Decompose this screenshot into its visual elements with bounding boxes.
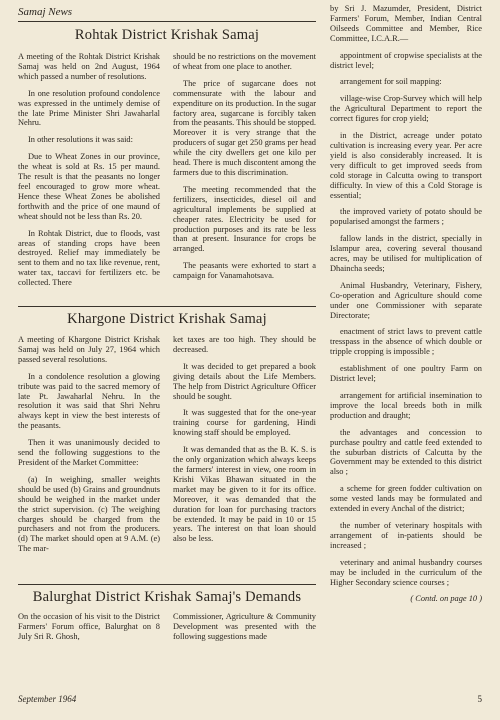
paragraph: Commissioner, Agriculture & Community Development was presented with the following suggestions made xyxy=(173,612,316,641)
paragraph: arrangement for artificial insemination to improve the local breeds both in milk production and draught; xyxy=(330,391,482,420)
balurghat-title: Balurghat District Krishak Samaj's Demands xyxy=(32,589,302,605)
paragraph: Animal Husbandry, Veterinary, Fishery, Co-operation and Agriculture should come under one Commissioner with separate Directorate; xyxy=(330,280,482,320)
khargone-col1 xyxy=(18,335,160,561)
rohtak-col2 xyxy=(173,52,316,288)
paragraph: enactment of strict laws to prevent cattle tresspass in the absence of which double or tripple cropping is impossible ; xyxy=(330,327,482,357)
issue-date: September 1964 xyxy=(18,694,77,704)
paragraph: In Rohtak District, due to floods, vast areas of standing crops have been destroyed. Relief may immediately be sent to them and no tax like revenue, rent, water tax, taccavi for fertilizers etc. be collected. There xyxy=(18,228,160,288)
paragraph: fallow lands in the district, specially in Islampur area, covering several thousand acres, may be utilised for multiplication of Dhaincha seeds; xyxy=(330,234,482,273)
balurghat-col1 xyxy=(18,612,160,649)
paragraph: arrangement for soil mapping: xyxy=(340,77,442,87)
balurghat-col2 xyxy=(173,612,316,649)
paragraph: the advantages and concession to purchase poultry and cattle feed extended to the suburban districts of Calcutta by the Government may be extended to this district also ; xyxy=(330,427,482,477)
paragraph: The price of sugarcane does not commensurate with the labour and expenditure on its production. In the sugar factory area, sugarcane is forcibly taken from the peasants. This should be stopped. Moreover it is very strange that the producers of sugar get 250 grams per head while the city dwellers get one kilo per head. There is much discontent among the farmers due to this discrimination. xyxy=(173,78,316,177)
rohtak-title: Rohtak District Krishak Samaj xyxy=(74,27,260,43)
paragraph: The meeting recommended that the fertilizers, insecticides, diesel oil and agricultural implements be supplied at cheaper rates. Electricity be used for production purposes and its rate be less than at present. Insurance for crops be arranged. xyxy=(173,184,316,254)
paragraph: in the District, acreage under potato cultivation is increasing every year. Per acre yield is also considerably increased. It is very difficult to get improved seeds from cold storage in Calcutta owing to transport difficulty. In view of this a Cold Storage is essential; xyxy=(330,131,482,200)
paragraph: ket taxes are too high. They should be decreased. xyxy=(173,335,316,354)
khargone-title: Khargone District Krishak Samaj xyxy=(67,311,267,327)
paragraph: should be no restrictions on the movement of wheat from one place to another. xyxy=(173,52,316,71)
paragraph: A meeting of Khargone District Krishak Samaj was held on July 27, 1964 which passed several resolutions. xyxy=(18,335,160,364)
paragraph: by Sri J. Mazumder, President, District Farmers' Forum, Member, Indian Central Oilseeds Committee and Member, Rice Committee, I.C.A.R.— xyxy=(330,4,482,43)
continued-note: ( Contd. on page 10 ) xyxy=(410,594,482,604)
khargone-col2 xyxy=(173,335,316,551)
header-rule xyxy=(18,21,316,22)
paragraph: the improved variety of potato should be popularised amongst the farmers ; xyxy=(330,207,482,227)
paragraph: In other resolutions it was said: xyxy=(28,135,133,145)
page-number: 5 xyxy=(477,694,482,704)
paragraph: Then it was unanimously decided to send the following suggestions to the President of the Market Committee: xyxy=(18,438,160,467)
paragraph: veterinary and animal husbandry courses may be included in the curriculum of the Higher Secondary science courses ; xyxy=(330,557,482,587)
section-rule xyxy=(18,306,316,307)
paragraph: a scheme for green fodder cultivation on some vested lands may be formulated and extended in every Anchal of the district; xyxy=(330,484,482,514)
paragraph: Due to Wheat Zones in our province, the wheat is sold at Rs. 15 per maund. The result is that the peasants no longer feel encouraged to grow more wheat. Hence these Wheat Zones be abolished forthwith and the price of one maund of wheat should not be less than Rs. 20. xyxy=(18,152,160,221)
right-column xyxy=(330,4,482,611)
paragraph: appointment of cropwise specialists at the district level; xyxy=(330,50,482,70)
section-rule xyxy=(18,584,316,585)
paragraph: It was decided to get prepared a book giving details about the Life Members. The help from District Agriculture Officer should be sought. xyxy=(173,361,316,401)
paragraph: A meeting of the Rohtak District Krishak Samaj was held on 2nd August, 1964 which passed a number of resolutions. xyxy=(18,52,160,81)
section-header: Samaj News xyxy=(18,6,73,18)
paragraph: On the occasion of his visit to the District Farmers' Forum office, Balurghat on 8 July Sri R. Ghosh, xyxy=(18,612,160,641)
paragraph: In one resolution profound condolence was expressed in the untimely demise of the late Prime Minister Shri Jawaharlal Nehru. xyxy=(18,88,160,128)
paragraph: village-wise Crop-Survey which will help the Agricultural Department to report the correct figures for crop yield; xyxy=(330,94,482,124)
paragraph: The peasants were exhorted to start a campaign for Vanamahotsava. xyxy=(173,261,316,281)
paragraph: It was suggested that for the one-year training course for gardening, Hindi knowing staff should be employed. xyxy=(173,408,316,438)
paragraph: the number of veterinary hospitals with arrangement of in-patients should be increased ; xyxy=(330,520,482,550)
paragraph: In a condolence resolution a glowing tribute was paid to the sacred memory of late Pt. Jawaharlal Nehru. In the resolution it was said that Shri Nehru always kept in view the best interests of the peasants. xyxy=(18,371,160,431)
paragraph: It was demanded that as the B. K. S. is the only organization which always keeps the farmers' interest in view, one room in Krishi Vikas Bhawan situated in the market may be given to it for its office. Moreover, it was demanded that the duration for loan for purchasing tractors be extended. It may be paid in 10 or 15 years. The interest on that loan should also be less. xyxy=(173,445,316,544)
paragraph: (a) In weighing, smaller weights should be used (b) Grains and groundnuts should be weighed in the market under the strict supervision. (c) The weighing charges should be charged from the purchasers and not from the producers. (d) The market should open at 9 A.M. (e) The mar- xyxy=(18,474,160,554)
rohtak-col1 xyxy=(18,52,160,295)
paragraph: establishment of one poultry Farm on District level; xyxy=(330,364,482,384)
